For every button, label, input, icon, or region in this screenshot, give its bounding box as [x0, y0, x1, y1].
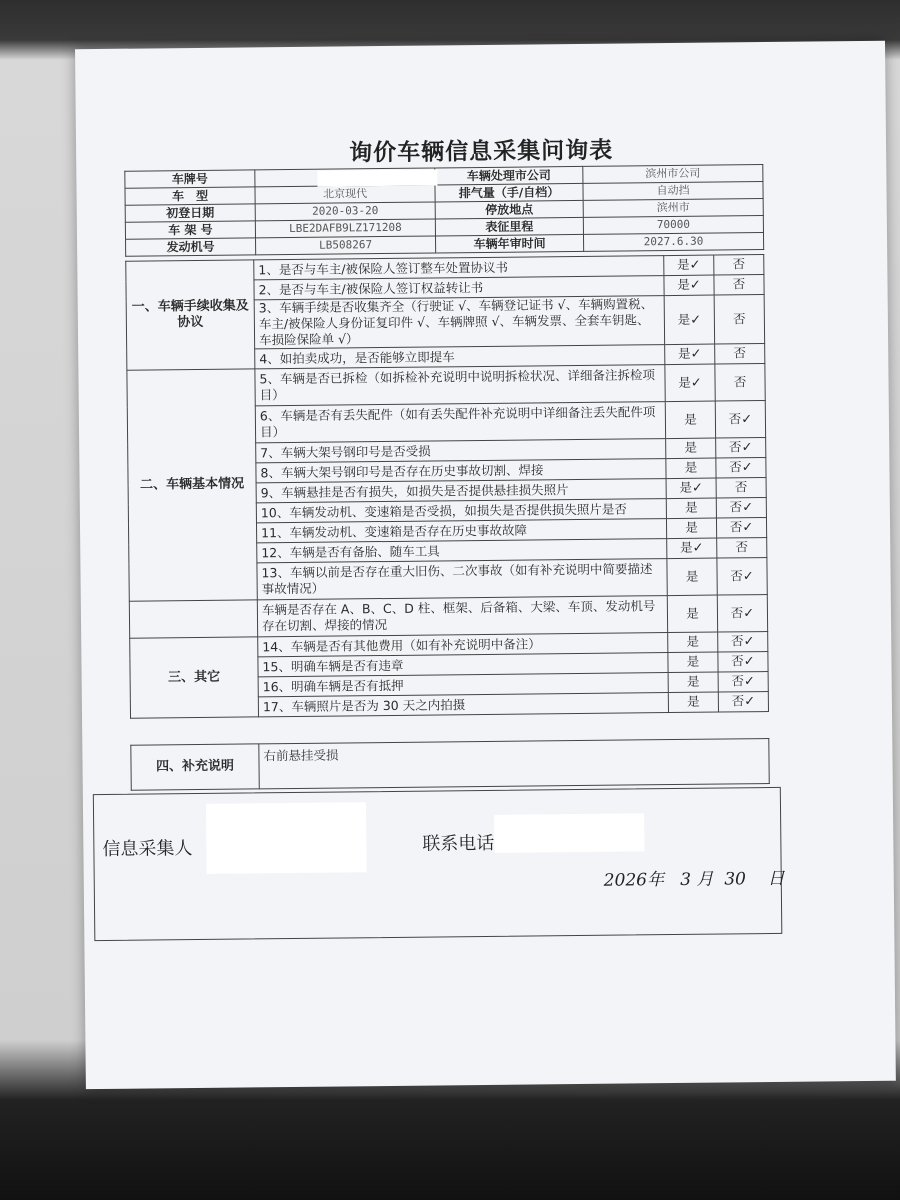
info-label: 初登日期 [125, 204, 255, 222]
answer-yes-label: 是 [677, 256, 690, 272]
answer-no-label: 否 [731, 653, 744, 669]
answer-yes-label: 是 [677, 345, 691, 361]
answer-yes-cell [665, 344, 715, 365]
question-text: 8、车辆大架号钢印号是否存在历史事故切割、焊接 [256, 459, 666, 483]
answer-yes-label: 是 [677, 311, 691, 327]
answer-no-cell [716, 518, 766, 539]
answer-no-label: 否 [733, 345, 747, 361]
info-label: 发动机号 [126, 238, 256, 256]
answer-yes-cell [666, 438, 716, 459]
info-value: LB508267 [256, 236, 436, 255]
answer-no-cell [718, 672, 768, 693]
check-mark-icon: ✓ [742, 520, 754, 536]
answer-no-label: 否 [728, 410, 742, 426]
info-value [255, 168, 435, 187]
answer-no-cell [715, 344, 765, 365]
check-mark-icon: ✓ [743, 674, 755, 690]
answer-yes-cell [667, 558, 717, 596]
date-year: 2026 [603, 870, 648, 891]
answer-no-label: 否 [729, 459, 742, 475]
info-value: 北京现代 [255, 185, 435, 204]
answer-no-cell [715, 401, 765, 439]
answer-no-cell [714, 295, 765, 345]
answer-yes-cell [668, 632, 718, 653]
info-value: 自动挡 [583, 182, 763, 201]
answer-no-label: 否 [733, 310, 746, 326]
answer-no-cell [717, 538, 767, 559]
info-label: 排气量（手/自档） [435, 183, 583, 202]
check-mark-icon: ✓ [689, 277, 701, 293]
supplement-row [131, 739, 769, 791]
answer-yes-label: 是 [679, 539, 693, 555]
info-value: 2027.6.30 [583, 233, 763, 252]
question-text: 13、车辆以前是否存在重大旧伤、二次事故（如有补充说明中简要描述事故情况） [257, 559, 667, 600]
answer-no-label: 否 [735, 539, 749, 555]
redaction-box [206, 802, 367, 874]
answer-no-cell [716, 458, 766, 479]
vehicle-info-table [124, 164, 764, 257]
answer-yes-label: 是 [677, 276, 690, 292]
info-value: 滨州市 [583, 199, 763, 218]
answer-yes-label: 是 [684, 439, 698, 455]
info-label: 车 型 [125, 187, 255, 205]
answer-yes-label: 是 [685, 568, 699, 584]
answer-yes-cell [667, 538, 717, 559]
answer-yes-cell [666, 518, 716, 539]
check-mark-icon: ✓ [742, 568, 754, 584]
check-mark-icon: ✓ [743, 634, 755, 650]
question-text: 16、明确车辆是否有抵押 [258, 673, 668, 697]
answer-no-cell [716, 438, 766, 459]
answer-no-label: 否 [733, 373, 747, 389]
answer-yes-label: 是 [684, 411, 697, 427]
check-mark-icon: ✓ [743, 654, 755, 670]
answer-no-cell [717, 558, 767, 596]
check-mark-icon: ✓ [689, 257, 701, 273]
info-value: 70000 [583, 216, 763, 235]
answer-no-cell [716, 498, 766, 519]
answer-no-cell [714, 275, 764, 296]
date-day: 30 [724, 869, 747, 890]
section-title: 二、车辆基本情况 [127, 369, 257, 601]
signing-date [604, 864, 785, 891]
checklist-body [126, 255, 769, 719]
answer-no-label: 否 [732, 256, 746, 272]
answer-no-cell [715, 364, 765, 402]
info-value: 2020-03-20 [255, 202, 435, 221]
answer-yes-label: 是 [679, 479, 693, 495]
question-text: 14、车辆是否有其他费用（如有补充说明中备注） [258, 633, 668, 657]
question-text: 9、车辆悬挂是否有损失，如损失是否提供悬挂损失照片 [256, 479, 666, 503]
answer-yes-cell [664, 275, 714, 296]
answer-no-cell [718, 652, 768, 673]
check-mark-icon: ✓ [690, 375, 702, 391]
check-mark-icon: ✓ [741, 440, 753, 456]
question-text: 17、车辆照片是否为 30 天之内拍摄 [258, 693, 668, 717]
section-title: 三、其它 [130, 637, 259, 718]
answer-no-label: 否 [730, 604, 744, 620]
answer-no-label: 否 [734, 479, 748, 495]
answer-yes-cell [664, 255, 714, 276]
answer-no-label: 否 [729, 499, 743, 515]
question-text: 车辆是否存在 A、B、C、D 柱、框架、后备箱、大梁、车顶、发动机号存在切割、焊接的情况 [257, 596, 667, 637]
question-text: 12、车辆是否有备胎、随车工具 [257, 539, 667, 563]
answer-no-label: 否 [730, 567, 743, 583]
supplement-table [130, 738, 769, 791]
check-mark-icon: ✓ [691, 480, 703, 496]
info-label: 车辆处理市公司 [435, 166, 583, 185]
info-label: 停放地点 [435, 200, 583, 219]
check-mark-icon: ✓ [741, 460, 753, 476]
check-mark-icon: ✓ [690, 312, 702, 328]
supplement-text: 右前悬挂受损 [259, 739, 769, 789]
answer-yes-label: 是 [684, 459, 698, 475]
check-mark-icon: ✓ [743, 605, 755, 621]
answer-yes-label: 是 [686, 673, 700, 689]
answer-yes-cell [666, 478, 716, 499]
answer-no-cell [714, 255, 764, 276]
supplement-title: 四、补充说明 [131, 744, 259, 790]
answer-no-cell [717, 595, 767, 633]
answer-no-cell [716, 478, 766, 499]
answer-yes-label: 是 [686, 653, 700, 669]
answer-yes-cell [665, 364, 715, 402]
answer-yes-label: 是 [685, 519, 698, 535]
check-mark-icon: ✓ [692, 540, 704, 556]
check-mark-icon: ✓ [741, 411, 753, 427]
question-text: 10、车辆发动机、变速箱是否受损，如损失是否提供损失照片是否 [256, 499, 666, 523]
check-mark-icon: ✓ [744, 694, 756, 710]
check-mark-icon: ✓ [690, 346, 702, 362]
check-mark-icon: ✓ [742, 500, 754, 516]
info-label: 表征里程 [435, 217, 583, 236]
question-text: 6、车辆是否有丢失配件（如有丢失配件补充说明中详细备注丢失配件项目） [255, 402, 665, 443]
answer-yes-cell [666, 498, 716, 519]
answer-yes-cell [668, 672, 718, 693]
question-text: 1、是否与车主/被保险人签订整车处置协议书 [254, 256, 664, 280]
question-text: 5、车辆是否已拆检（如拆检补充说明中说明拆检状况、详细备注拆检项目） [255, 365, 665, 406]
answer-yes-cell [665, 401, 715, 439]
date-year-unit: 年 [646, 870, 665, 891]
answer-yes-label: 是 [685, 499, 698, 515]
info-label: 车牌号 [125, 170, 255, 188]
question-text: 2、是否与车主/被保险人签订权益转让书 [254, 276, 664, 300]
date-day-unit: 日 [767, 868, 785, 890]
answer-yes-label: 是 [678, 374, 691, 390]
answer-yes-label: 是 [686, 633, 700, 649]
redaction-box [317, 169, 435, 186]
answer-no-cell [718, 632, 768, 653]
question-text: 15、明确车辆是否有违章 [258, 653, 668, 677]
answer-yes-cell [668, 652, 718, 673]
answer-no-label: 否 [731, 693, 745, 709]
info-label: 车辆年审时间 [435, 234, 583, 253]
answer-yes-label: 是 [687, 693, 700, 709]
form-title: 询价车辆信息采集问询表 [348, 137, 614, 167]
section-title [129, 600, 257, 638]
contact-label: 联系电话 [422, 832, 495, 855]
info-value: 滨州市公司 [583, 165, 763, 184]
question-text: 11、车辆发动机、变速箱是否存在历史事故故障 [256, 519, 666, 543]
answer-no-label: 否 [730, 633, 744, 649]
answer-yes-cell [664, 295, 715, 345]
redaction-box [494, 813, 644, 853]
checklist-table [125, 254, 769, 719]
answer-yes-cell [667, 595, 717, 633]
answer-yes-cell [668, 692, 718, 713]
answer-yes-cell [666, 458, 716, 479]
question-text: 4、如拍卖成功，是否能够立即提车 [255, 345, 665, 369]
answer-no-cell [718, 692, 768, 713]
collector-label: 信息采集人 [102, 838, 193, 860]
answer-no-label: 否 [729, 519, 743, 535]
answer-no-label: 否 [731, 673, 745, 689]
date-month: 3 [680, 869, 692, 890]
answer-yes-label: 是 [686, 605, 699, 621]
answer-no-label: 否 [732, 276, 746, 292]
info-label: 车 架 号 [125, 221, 255, 239]
question-text: 7、车辆大架号钢印号是否受损 [256, 439, 666, 463]
paper-sheet [75, 41, 896, 1089]
answer-no-label: 否 [728, 439, 742, 455]
section-title: 一、车辆手续收集及协议 [126, 260, 255, 370]
question-text: 3、车辆手续是否收集齐全（行驶证 √、车辆登记证书 √、车辆购置税、车主/被保险人身份证复印件 √、车辆牌照 √、车辆发票、全套车钥匙、车损险保险单 √） [254, 296, 664, 349]
info-value: LBE2DAFB9LZ171208 [255, 219, 435, 238]
date-month-unit: 月 [696, 869, 714, 890]
